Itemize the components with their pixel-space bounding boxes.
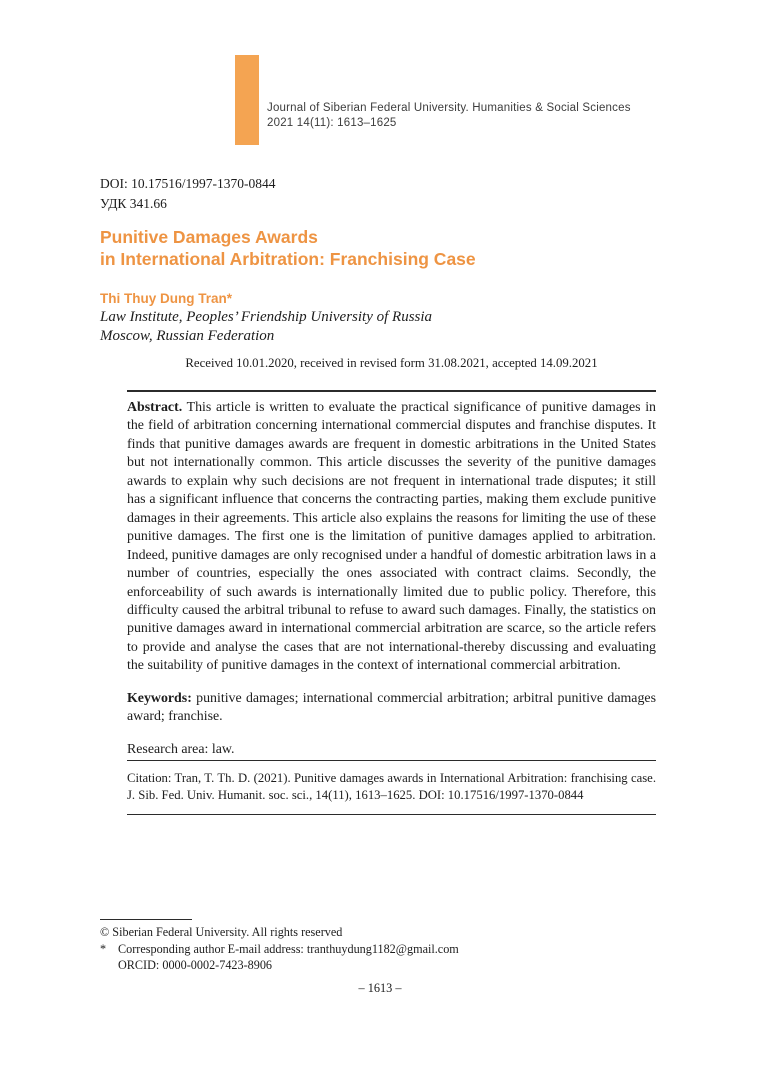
doi-line: DOI: 10.17516/1997-1370-0844: [100, 176, 276, 191]
keywords-text: punitive damages; international commercial arbitration; arbitral punitive damages award; franchise.: [127, 690, 656, 725]
copyright-line: [100, 924, 660, 941]
journal-name: Journal of Siberian Federal University. Humanities & Social Sciences: [267, 102, 631, 114]
corresponding-author-line: [100, 941, 660, 958]
asterisk-marker: *: [100, 941, 107, 956]
journal-issue: 2021 14(11): 1613–1625: [267, 117, 397, 129]
article-title-line1: Punitive Damages Awards: [100, 227, 318, 247]
author-affiliation-line2: Moscow, Russian Federation: [100, 327, 275, 344]
orcid-line: [100, 957, 660, 974]
article-title-line2: in International Arbitration: Franchising Case: [100, 248, 476, 269]
author-block: [100, 289, 432, 345]
abstract-label: Abstract.: [127, 400, 183, 415]
footnotes: [100, 919, 660, 974]
author-affiliation-line1: Law Institute, Peoples’ Friendship University of Russia: [100, 309, 433, 325]
citation-section: [127, 760, 656, 815]
abstract-text: This article is written to evaluate the practical significance of punitive damages in the field of arbitration concerning international commercial disputes and franchise disputes. It finds that punitive damages awards are frequent in domestic arbitrations in the United States but not internationally common. This article discusses the severity of the punitive damages awards to explain why such decisions are not frequent in international trade disputes; it still has a significant influence that concerns the contracting parties, making them exclude punitive damages in their agreements. This article also explains the reasons for limiting the use of these punitive damages. The first one is the limitation of punitive damages applied to arbitration. Indeed, punitive damages are only recognised under a handful of domestic arbitration laws in a number of countries, especially the ones associated with contract claims. Secondly, the enforceability of such awards is internationally limited due to public policy. Therefore, this difficulty caused the arbitral tribunal to refuse to award such damages. Finally, the statistics on punitive damages award in international commercial arbitration are scarce, so the article refers to provide and analyse the cases that are not international-thereby discussing and evaluating the suitability of punitive damages in the context of international commercial arbitration.: [127, 400, 656, 674]
udk-line: УДК 341.66: [100, 196, 167, 211]
journal-header: [267, 101, 631, 131]
page-number: – 1613 –: [358, 981, 402, 995]
journal-accent-bar: [235, 55, 259, 145]
abstract-paragraph: [127, 399, 656, 676]
author-name: Thi Thuy Dung Tran*: [100, 291, 232, 306]
keywords-paragraph: [127, 690, 656, 727]
corresponding-author-text: Corresponding author E-mail address: tranthuydung1182@gmail.com: [118, 941, 459, 956]
article-title: [100, 227, 476, 270]
received-dates: Received 10.01.2020, received in revised form 31.08.2021, accepted 14.09.2021: [185, 356, 598, 370]
copyright-text: © Siberian Federal University. All rights reserved: [100, 925, 343, 939]
orcid-text: ORCID: 0000-0002-7423-8906: [118, 958, 273, 972]
article-meta: [100, 174, 276, 214]
abstract-section: [127, 390, 656, 759]
research-area: Research area: law.: [127, 741, 235, 757]
citation-text: Citation: Tran, T. Th. D. (2021). Punitive damages awards in International Arbitration: franchising case. J. Sib. Fed. Univ. Humanit. soc. sci., 14(11), 1613–1625. DOI: 10.17516/1997-1370-0844: [127, 771, 656, 802]
footnote-rule: [100, 919, 192, 920]
keywords-label: Keywords:: [127, 690, 192, 706]
